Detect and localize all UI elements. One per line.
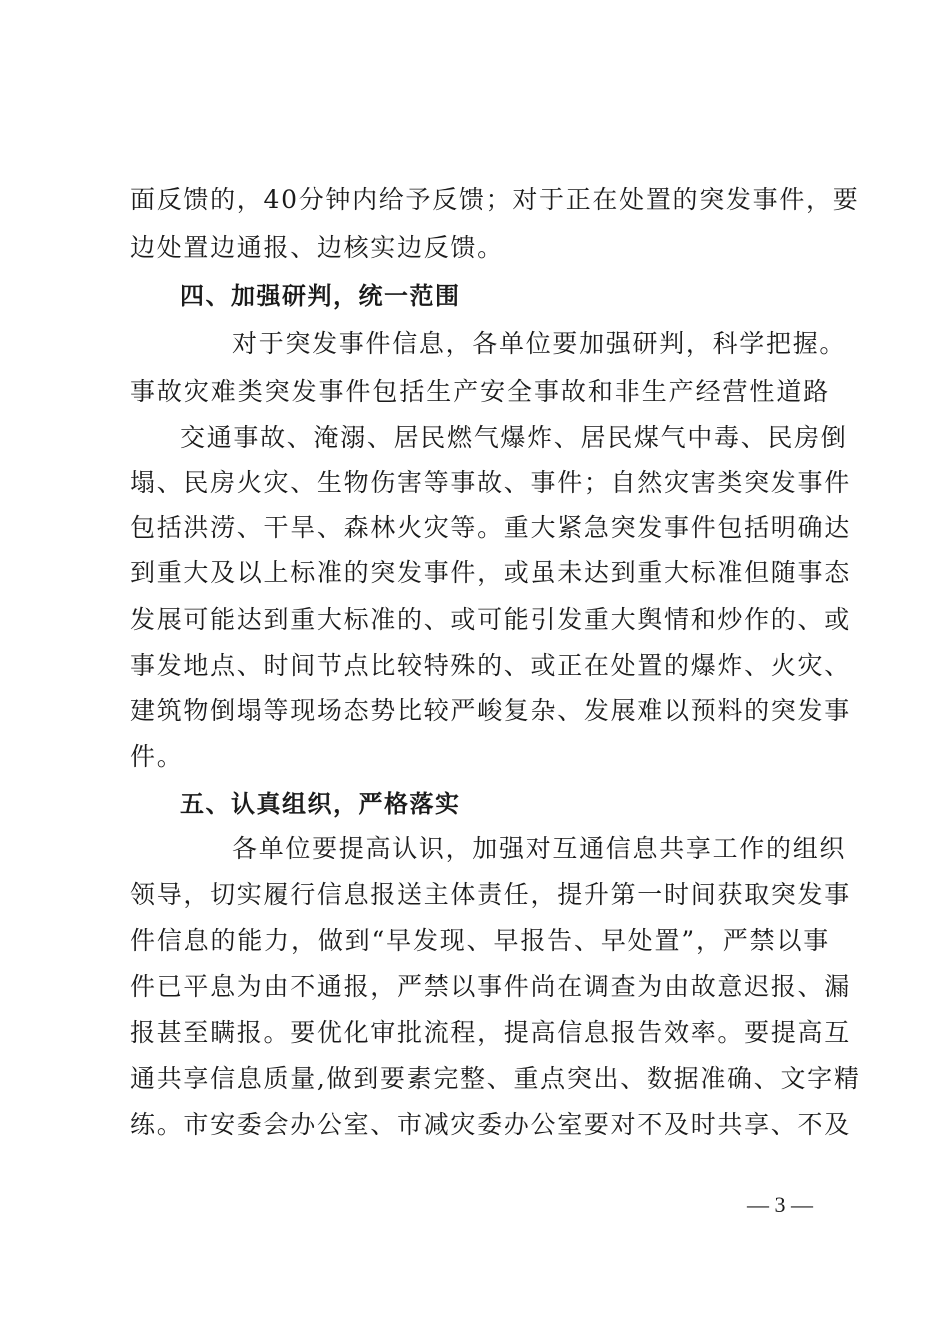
- body-line: 事故灾难类突发事件包括生产安全事故和非生产经营性道路: [130, 377, 830, 406]
- body-line: 通共享信息质量,做到要素完整、重点突出、数据准确、文字精: [130, 1064, 861, 1093]
- body-line: 练。市安委会办公室、市减灾委办公室要对不及时共享、不及: [130, 1110, 851, 1139]
- body-line: 报甚至瞒报。要优化审批流程，提高信息报告效率。要提高互: [130, 1018, 851, 1047]
- body-line: 发展可能达到重大标准的、或可能引发重大舆情和炒作的、或: [130, 605, 851, 634]
- body-line: 面反馈的，40分钟内给予反馈；对于正在处置的突发事件，要: [130, 185, 860, 214]
- body-line: 件已平息为由不通报，严禁以事件尚在调查为由故意迟报、漏: [130, 972, 851, 1001]
- body-line: 事发地点、时间节点比较特殊的、或正在处置的爆炸、火灾、: [130, 651, 851, 680]
- section-heading: 四、加强研判，统一范围: [180, 282, 461, 310]
- body-line: 建筑物倒塌等现场态势比较严峻复杂、发展难以预料的突发事: [130, 696, 851, 725]
- body-line: 对于突发事件信息，各单位要加强研判，科学把握。: [232, 329, 847, 358]
- body-line: 各单位要提高认识，加强对互通信息共享工作的组织: [232, 834, 847, 863]
- body-line: 边处置边通报、边核实边反馈。: [130, 233, 504, 262]
- body-line: 到重大及以上标准的突发事件，或虽未达到重大标准但随事态: [130, 558, 851, 587]
- section-heading: 五、认真组织，严格落实: [180, 790, 461, 818]
- body-line: 交通事故、淹溺、居民燃气爆炸、居民煤气中毒、民房倒: [180, 423, 848, 452]
- body-line: 件。: [130, 742, 184, 771]
- body-line: 件信息的能力，做到“早发现、早报告、早处置”，严禁以事: [130, 926, 830, 955]
- body-line: 塌、民房火灾、生物伤害等事故、事件；自然灾害类突发事件: [130, 468, 851, 497]
- body-line: 领导，切实履行信息报送主体责任，提升第一时间获取突发事: [130, 880, 851, 909]
- page-number: — 3 —: [747, 1192, 813, 1217]
- body-line: 包括洪涝、干旱、森林火灾等。重大紧急突发事件包括明确达: [130, 513, 851, 542]
